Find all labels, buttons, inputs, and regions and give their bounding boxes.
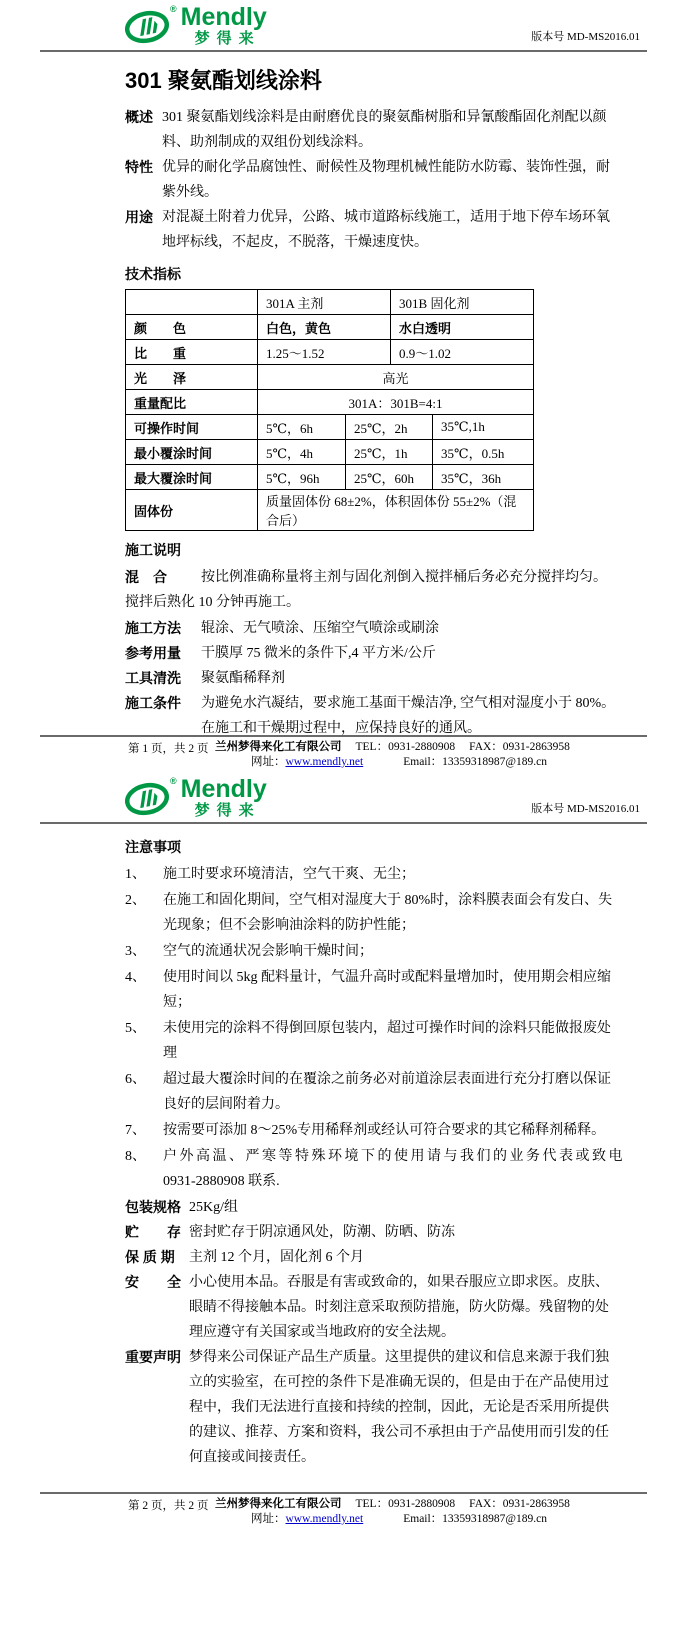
text-line: 何直接或间接责任。 [189,1450,315,1465]
para-label: 施工方法 [125,620,181,636]
note-item [125,939,640,964]
text-line: 未使用完的涂料不得倒回原包装内，超过可操作时间的涂料只能做报废处 [163,1021,611,1036]
text-line: 使用时间以 5kg 配料量计，气温升高时或配料量增加时，使用期会相应缩 [163,970,611,985]
page-1 [0,0,687,772]
note-item [125,1118,640,1143]
note-item [125,1016,640,1066]
para-label: 安 全 [125,1274,181,1290]
section-label: 概述 [125,109,153,125]
note-number: 3、 [125,944,146,959]
col-301a: 301A 主剂 [258,290,391,315]
version-label: 版本号 MD-MS2016.01 [531,803,640,815]
para-storage [125,1220,640,1245]
table-row-ratio [126,390,534,415]
text-line: 空气的流通状况会影响干燥时间； [163,944,373,959]
row-label: 光 泽 [126,365,258,390]
footer-web-label: 网址： [251,756,286,768]
para-label: 混 合 [125,569,167,585]
cell-5c: 5℃，4h [258,440,346,465]
page-2 [0,772,687,1638]
text-line: 辊涂、无气喷涂、压缩空气喷涂或刷涂 [201,621,439,636]
cell-301a-color: 白色，黄色 [258,315,391,340]
text-line: 理 [163,1046,177,1061]
footer-company: 兰州梦得来化工有限公司 [215,1498,342,1510]
page-header [0,772,687,821]
cell-301b-gravity: 0.9～1.02 [391,340,534,365]
cell-35c: 35℃，36h [433,465,534,490]
logo-wordmark-en: Mendly [180,775,267,803]
para-label: 保 质 期 [125,1249,175,1265]
footer-tel: TEL：0931-2880908 [355,741,456,753]
text-line: 超过最大覆涂时间的在覆涂之前务必对前道涂层表面进行充分打磨以保证 [163,1072,611,1087]
text-line: 密封贮存于阴凉通风处，防潮、防晒、防冻 [189,1225,455,1240]
para-coverage [125,641,640,666]
text-line: 为避免水汽凝结，要求施工基面干燥洁净, 空气相对湿度小于 80%。 [201,696,616,711]
text-line: 在施工和固化期间，空气相对湿度大于 80%时，涂料膜表面会有发白、失 [163,893,613,908]
text-line: 0931-2880908 联系. [163,1174,280,1189]
text-line: 对混凝土附着力优异，公路、城市道路标线施工，适用于地下停车场环氧 [162,210,610,225]
footer-email: Email：13359318987@189.cn [403,1513,548,1525]
text-line: 干膜厚 75 微米的条件下,4 平方米/公斤 [201,646,436,661]
para-safety [125,1270,640,1345]
para-disclaimer [125,1345,640,1470]
note-item [125,862,640,887]
note-item [125,888,640,938]
text-line: 料、助剂制成的双组份划线涂料。 [162,135,372,150]
note-item [125,1144,640,1194]
para-label: 贮 存 [125,1224,181,1240]
note-number: 8、 [125,1149,146,1164]
row-label: 最小覆涂时间 [126,440,258,465]
section-overview [125,105,640,155]
cell-ratio: 301A：301B=4:1 [258,390,534,415]
para-mixing [125,565,640,590]
section-features [125,155,640,205]
table-row-solids [126,490,534,531]
spec-heading: 技术指标 [125,266,181,282]
cell-5c: 5℃，6h [258,415,346,440]
text-line: 主剂 12 个月，固化剂 6 个月 [189,1250,364,1265]
cell-5c: 5℃，96h [258,465,346,490]
registered-mark: ® [170,4,177,14]
logo-wordmark-en: Mendly [180,3,267,31]
text-line: 短； [163,995,191,1010]
cell-gloss: 高光 [258,365,534,390]
note-number: 7、 [125,1123,146,1138]
table-row-pot-life [126,415,534,440]
para-label: 包装规格 [125,1199,181,1215]
cell-301b-color: 水白透明 [391,315,534,340]
text-line: 户外高温、严寒等特殊环境下的使用请与我们的业务代表或致电 [163,1149,625,1164]
text-line: 紫外线。 [162,185,218,200]
cell-35c: 35℃,1h [433,415,534,440]
footer-web-link[interactable]: www.mendly.net [285,756,364,768]
cell-35c: 35℃，0.5h [433,440,534,465]
text-line: 地坪标线，不起皮，不脱落，干燥速度快。 [162,235,428,250]
footer-fax: FAX：0931-2863958 [469,1498,570,1510]
text-line: 光现象；但不会影响油涂料的防护性能； [163,918,415,933]
text-line: 立的实验室，在可控的条件下是准确无误的，但是由于在产品使用过 [189,1375,609,1390]
version-label: 版本号 MD-MS2016.01 [531,31,640,43]
text-line: 按需要可添加 8～25%专用稀释剂或经认可符合要求的其它稀释剂稀释。 [163,1123,606,1138]
note-number: 6、 [125,1072,146,1087]
mixing-note: 搅拌后熟化 10 分钟再施工。 [125,595,300,610]
para-shelf-life [125,1245,640,1270]
note-item [125,965,640,1015]
cell-301a-gravity: 1.25～1.52 [258,340,391,365]
mendly-logo [125,5,267,47]
footer-page-label: 第 2 页，共 2 页 [128,1500,209,1512]
header-rule [40,822,647,824]
page-footer [40,735,647,769]
table-row-color [126,315,534,340]
note-item [125,1067,640,1117]
note-number: 1、 [125,867,146,882]
text-line: 在施工和干燥期过程中，应保持良好的通风。 [201,721,481,736]
text-line: 施工时要求环境清洁，空气干爽、无尘； [163,867,415,882]
empty-cell [126,290,258,315]
mendly-emblem-icon [125,5,172,47]
header-rule [40,50,647,52]
section-usage [125,205,640,255]
mendly-emblem-icon [125,777,172,819]
table-row-max-recoat [126,465,534,490]
table-header-row [126,290,534,315]
text-line: 良好的层间附着力。 [163,1097,289,1112]
text-line: 理应遵守有关国家或当地政府的安全法规。 [189,1325,455,1340]
logo-wordmark-cn: 梦得来 [194,802,261,819]
registered-mark: ® [170,776,177,786]
logo-wordmark-cn: 梦得来 [194,30,261,47]
cell-solids: 质量固体份 68±2%，体积固体份 55±2%（混合后） [258,490,534,531]
col-301b: 301B 固化剂 [391,290,534,315]
text-line: 301 聚氨酯划线涂料是由耐磨优良的聚氨酯树脂和异氰酸酯固化剂配以颜 [162,110,607,125]
para-conditions [125,691,640,741]
row-label: 固体份 [126,490,258,531]
text-line: 梦得来公司保证产品生产质量。这里提供的建议和信息来源于我们独 [189,1350,609,1365]
footer-email: Email：13359318987@189.cn [403,756,548,768]
row-label: 可操作时间 [126,415,258,440]
footer-fax: FAX：0931-2863958 [469,741,570,753]
table-row-gloss [126,365,534,390]
page-footer [40,1492,647,1526]
para-packaging [125,1195,640,1220]
text-line: 的建议、推荐、方案和资料，我公司不承担由于产品使用而引发的任 [189,1425,609,1440]
table-row-gravity [126,340,534,365]
spec-table [125,289,534,531]
footer-web-label: 网址： [251,1513,286,1525]
row-label: 颜 色 [126,315,258,340]
page-title: 301 聚氨酯划线涂料 [125,68,322,93]
para-label: 工具清洗 [125,670,181,686]
para-method [125,616,640,641]
para-label: 重要声明 [125,1349,181,1365]
para-tool-cleaning [125,666,640,691]
text-line: 聚氨酯稀释剂 [201,671,285,686]
cell-25c: 25℃，2h [346,415,433,440]
page-header [0,0,687,49]
notes-heading: 注意事项 [125,839,181,855]
section-label: 特性 [125,159,153,175]
footer-web-link[interactable]: www.mendly.net [285,1513,364,1525]
footer-company: 兰州梦得来化工有限公司 [215,741,342,753]
mendly-logo [125,777,267,819]
row-label: 重量配比 [126,390,258,415]
cell-25c: 25℃，60h [346,465,433,490]
para-label: 施工条件 [125,695,181,711]
cell-25c: 25℃，1h [346,440,433,465]
text-line: 25Kg/组 [189,1200,238,1215]
row-label: 最大覆涂时间 [126,465,258,490]
note-number: 5、 [125,1021,146,1036]
row-label: 比 重 [126,340,258,365]
application-heading: 施工说明 [125,542,181,558]
note-number: 4、 [125,970,146,985]
section-label: 用途 [125,209,153,225]
table-row-min-recoat [126,440,534,465]
footer-page-label: 第 1 页，共 2 页 [128,743,209,755]
text-line: 按比例准确称量将主剂与固化剂倒入搅拌桶后务必充分搅拌均匀。 [201,570,607,585]
footer-tel: TEL：0931-2880908 [355,1498,456,1510]
para-label: 参考用量 [125,645,181,661]
text-line: 优异的耐化学品腐蚀性、耐候性及物理机械性能防水防霉、装饰性强，耐 [162,160,610,175]
text-line: 小心使用本品。吞服是有害或致命的，如果吞服应立即求医。皮肤、 [189,1275,609,1290]
note-number: 2、 [125,893,146,908]
text-line: 眼睛不得接触本品。时刻注意采取预防措施，防火防爆。残留物的处 [189,1300,609,1315]
text-line: 程中，我们无法进行直接和持续的控制，因此，无论是否采用所提供 [189,1400,609,1415]
